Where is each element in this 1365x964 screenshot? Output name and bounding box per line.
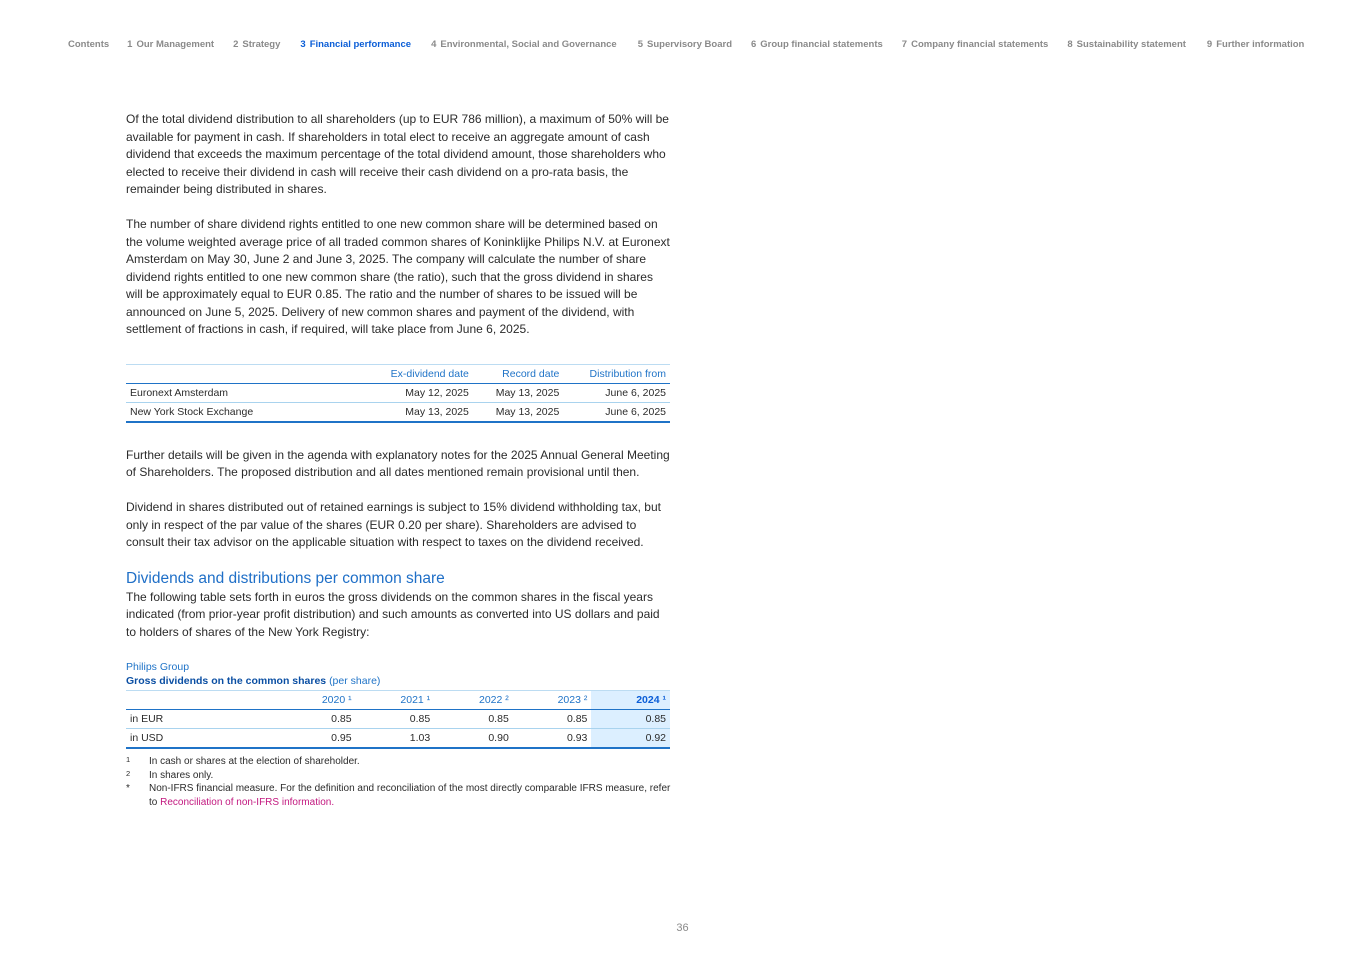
- top-navigation: [68, 39, 1304, 50]
- caption-group: Philips Group: [126, 661, 190, 673]
- footnotes: [126, 755, 671, 809]
- nav-item-group-financial-statements[interactable]: 6 Group financial statements: [751, 39, 883, 50]
- paragraph-cash-limit: Of the total dividend distribution to all shareholders (up to EUR 786 million), a maximum of 50% will be available for payment in cash. If shareholders in total elect to receive an aggregate amount of cash dividend that exceeds the maximum percentage of the total dividend amount, those shareholders who elected to receive their dividend in cash will receive their cash dividend on a pro-rata basis, the remainder being distributed in shares.: [126, 112, 669, 196]
- gross-dividends-table: [126, 690, 670, 749]
- reconciliation-link[interactable]: Reconciliation of non-IFRS information.: [160, 796, 335, 808]
- paragraph-table-intro: The following table sets forth in euros the gross dividends on the common shares in the fiscal years indicated (from prior-year profit distribution) and such amounts as converted into US dollars and paid to holders of shares of the New York Registry:: [126, 589, 660, 639]
- nav-item-strategy[interactable]: 2 Strategy: [233, 39, 281, 50]
- column-header: 2021 ¹: [356, 691, 435, 710]
- column-header: Record date: [473, 364, 563, 383]
- table-row: Euronext Amsterdam May 12, 2025 May 13, 2025 June 6, 2025: [126, 383, 670, 402]
- main-content: [126, 111, 671, 809]
- nav-item-company-financial-statements[interactable]: 7 Company financial statements: [901, 39, 1049, 50]
- paragraph-share-ratio: The number of share dividend rights entitled to one new common share will be determined based on the volume weighted average price of all traded common shares of Koninklijke Philips N.V. at Euronext Amsterdam on May 30, June 2 and June 3, 2025. The company will calculate the number of share dividend rights entitled to one new common share (the ratio), such that the gross dividend in shares will be approximately equal to EUR 0.85. The ratio and the number of shares to be issued will be announced on June 5, 2025. Delivery of new common shares and payment of the dividend, with settlement of fractions in cash, if required, will take place from June 6, 2025.: [126, 217, 670, 336]
- table-header-row: [126, 691, 670, 710]
- page-number: 36: [676, 922, 689, 934]
- column-header: 2023 ²: [513, 691, 592, 710]
- footnote: 1 In cash or shares at the election of shareholder.: [126, 755, 360, 767]
- nav-item-further-information[interactable]: 9 Further information: [1206, 39, 1305, 50]
- column-header: 2022 ²: [434, 691, 513, 710]
- column-header: Ex-dividend date: [364, 364, 473, 383]
- table-row: New York Stock Exchange May 13, 2025 May 13, 2025 June 6, 2025: [126, 402, 670, 422]
- nav-item-supervisory-board[interactable]: 5 Supervisory Board: [637, 39, 732, 50]
- section-heading: Dividends and distributions per common share: [126, 569, 445, 587]
- nav-item-sustainability-statement[interactable]: 8 Sustainability statement: [1067, 39, 1186, 50]
- footnote: * Non-IFRS financial measure. For the definition and reconciliation of the most directly comparable IFRS measure, refer to Reconciliation of non-IFRS information.: [126, 783, 671, 808]
- paragraph-further-details: Further details will be given in the agenda with explanatory notes for the 2025 Annual General Meeting of Shareholders. The proposed distribution and all dates mentioned remain provisional until then.: [126, 447, 670, 479]
- table-header-row: [126, 364, 670, 383]
- column-header-highlight: 2024 ¹: [591, 691, 670, 710]
- table-row: in USD 0.95 1.03 0.90 0.93 0.92: [126, 729, 670, 749]
- column-header: 2020 ¹: [277, 691, 356, 710]
- nav-item-contents[interactable]: Contents: [68, 39, 110, 50]
- dividends-table-caption: [126, 660, 671, 688]
- column-header: Distribution from: [563, 364, 670, 383]
- nav-item-esg[interactable]: 4 Environmental, Social and Governance: [431, 39, 617, 50]
- caption-title: Gross dividends on the common shares (per share): [126, 675, 381, 687]
- paragraph-withholding-tax: Dividend in shares distributed out of retained earnings is subject to 15% dividend withholding tax, but only in respect of the par value of the shares (EUR 0.20 per share). Shareholders are advised to consult their tax advisor on the applicable situation with respect to taxes on the dividend received.: [126, 500, 661, 549]
- nav-item-financial-performance[interactable]: 3 Financial performance: [300, 39, 412, 50]
- footnote: 2 In shares only.: [126, 768, 214, 781]
- nav-item-our-management[interactable]: 1 Our Management: [127, 39, 215, 50]
- dividend-dates-table: [126, 364, 670, 423]
- table-row: in EUR 0.85 0.85 0.85 0.85 0.85: [126, 710, 670, 729]
